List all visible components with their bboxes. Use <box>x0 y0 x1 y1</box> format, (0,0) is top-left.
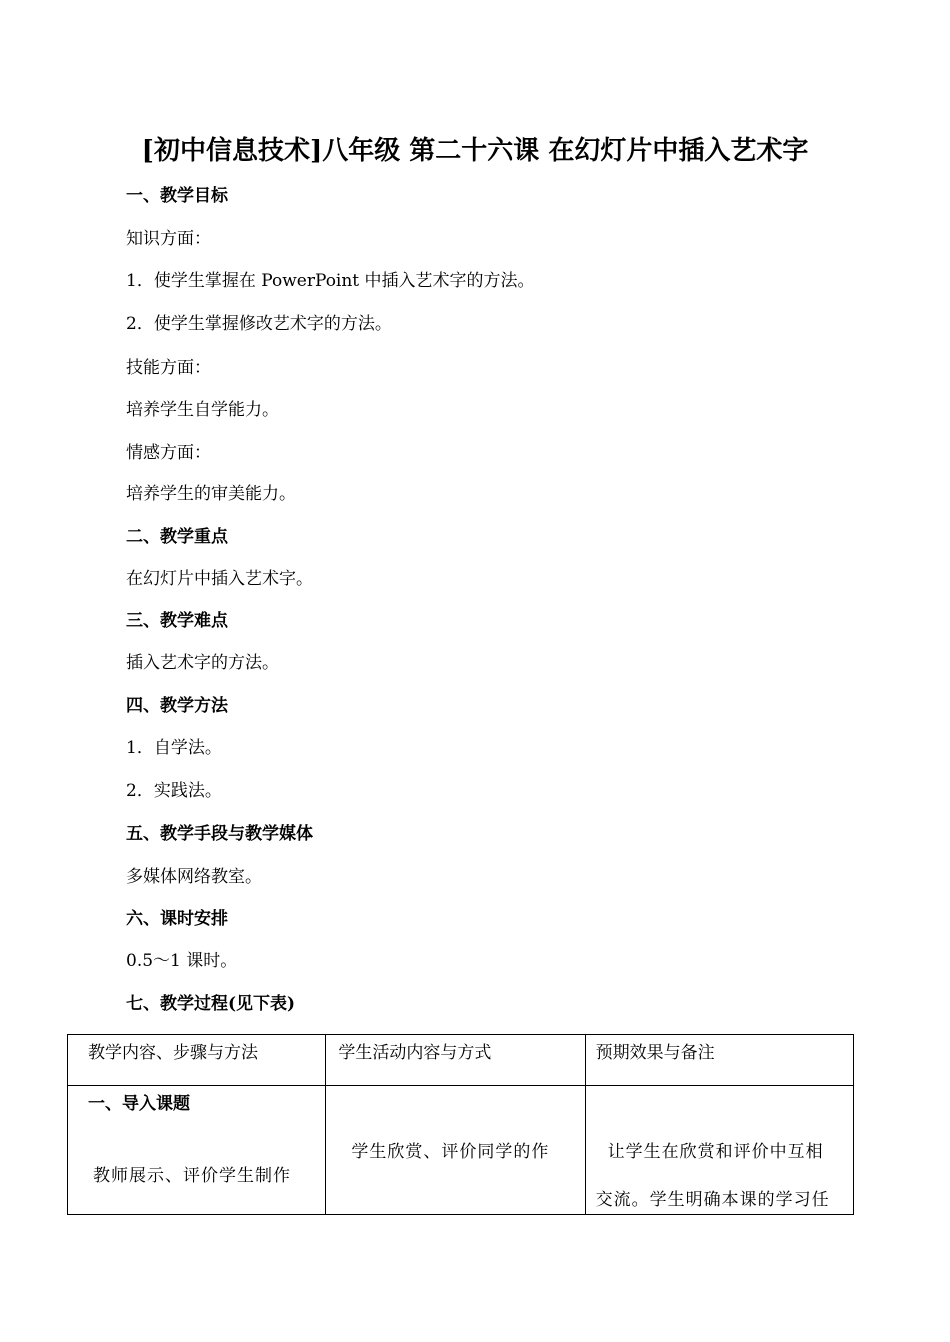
table-cell <box>68 1086 326 1215</box>
table-cell <box>326 1086 585 1215</box>
section-heading-media: 五、教学手段与教学媒体 <box>126 824 313 844</box>
cell-text: 让学生在欣赏和评价中互相 <box>607 1142 824 1162</box>
section-heading-methods: 四、教学方法 <box>126 696 228 716</box>
section-heading-difficulties: 三、教学难点 <box>126 611 228 631</box>
section-heading-key-points: 二、教学重点 <box>126 527 228 547</box>
section-heading-goals: 一、教学目标 <box>126 186 228 206</box>
schedule-text: 0.5～1 课时。 <box>126 951 238 971</box>
cell-text: 交流。学生明确本课的学习任 <box>595 1190 830 1210</box>
table-header-row <box>68 1035 854 1086</box>
section-heading-schedule: 六、课时安排 <box>126 909 228 929</box>
table-row <box>68 1086 854 1215</box>
table-header-cell: 学生活动内容与方式 <box>326 1035 585 1086</box>
emotion-item-1: 培养学生的审美能力。 <box>126 484 296 504</box>
key-points-text: 在幻灯片中插入艺术字。 <box>126 569 313 589</box>
table-header-cell: 教学内容、步骤与方法 <box>68 1035 326 1086</box>
document-title: [初中信息技术]八年级 第二十六课 在幻灯片中插入艺术字 <box>141 136 809 166</box>
section-heading-process: 七、教学过程(见下表) <box>126 994 296 1014</box>
media-text: 多媒体网络教室。 <box>126 867 262 887</box>
difficulties-text: 插入艺术字的方法。 <box>126 653 279 673</box>
table-header-cell: 预期效果与备注 <box>585 1035 853 1086</box>
knowledge-item-1: 1．使学生掌握在 PowerPoint 中插入艺术字的方法。 <box>126 271 535 291</box>
cell-text: 教师展示、评价学生制作 <box>93 1166 291 1186</box>
cell-text: 学生欣赏、评价同学的作 <box>351 1142 550 1162</box>
skill-label: 技能方面： <box>126 358 211 378</box>
knowledge-item-2: 2．使学生掌握修改艺术字的方法。 <box>126 314 392 334</box>
skill-item-1: 培养学生自学能力。 <box>126 400 279 420</box>
row-heading-intro: 一、导入课题 <box>88 1094 190 1114</box>
teaching-process-table <box>67 1034 854 1215</box>
table-cell <box>585 1086 853 1215</box>
emotion-label: 情感方面： <box>126 443 211 463</box>
methods-item-1: 1．自学法。 <box>126 738 222 758</box>
knowledge-label: 知识方面： <box>126 229 211 249</box>
methods-item-2: 2．实践法。 <box>126 781 222 801</box>
